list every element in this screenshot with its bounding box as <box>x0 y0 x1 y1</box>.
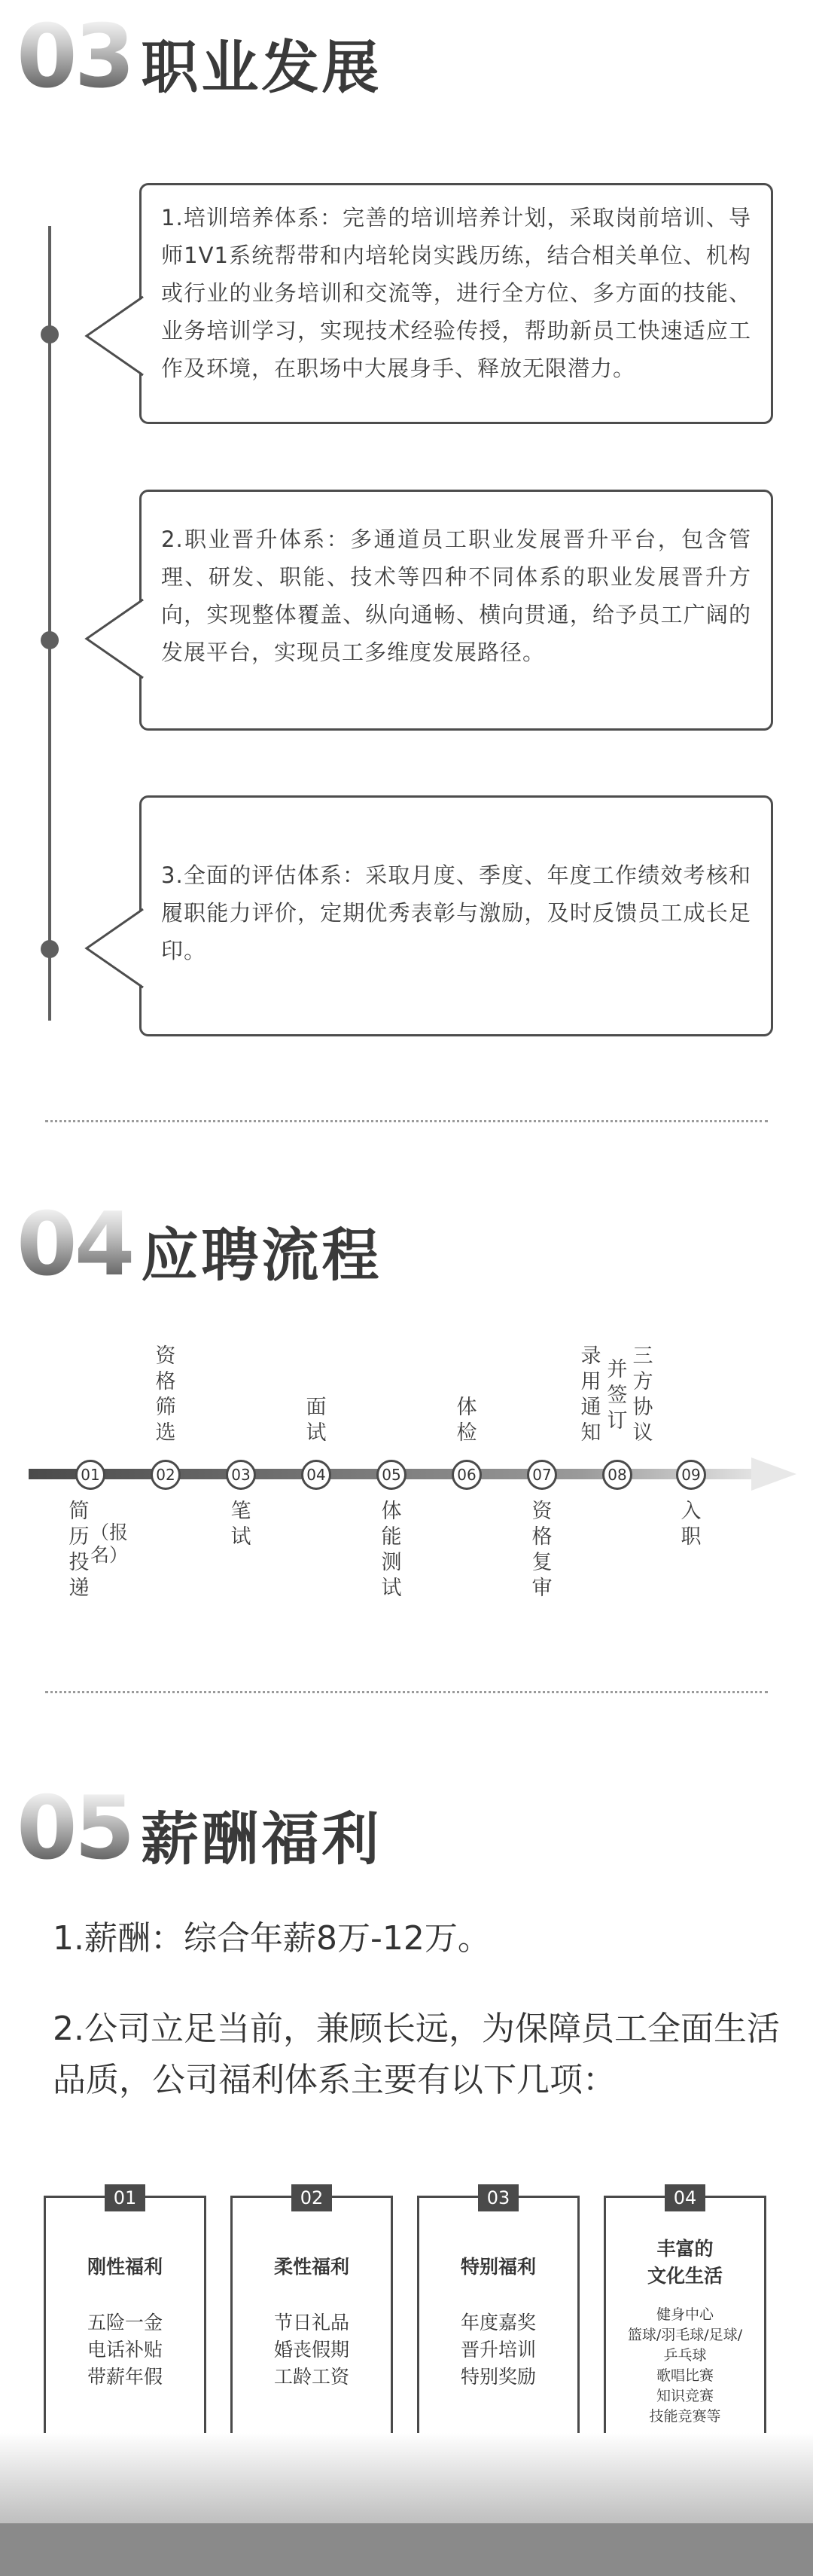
section-05-heading <box>17 1778 382 1879</box>
card-item: 年度嘉奖 <box>460 2312 536 2333</box>
salary-text: 1.薪酬：综合年薪8万-12万。 <box>53 1919 491 1958</box>
step-node: 04 <box>301 1460 331 1490</box>
card-item: 节日礼品 <box>273 2312 349 2333</box>
section-divider <box>45 1120 768 1122</box>
section-number: 03 <box>17 6 132 108</box>
step-node: 03 <box>226 1460 256 1490</box>
step-node: 02 <box>151 1460 181 1490</box>
card-number: 02 <box>291 2184 332 2211</box>
card-item: 晋升培训 <box>460 2339 536 2361</box>
callout-pointer <box>84 597 145 680</box>
timeline-dot <box>41 940 59 958</box>
card-item: 乒乓球 <box>663 2347 707 2364</box>
career-item-promotion <box>139 490 773 731</box>
step-node: 01 <box>75 1460 105 1490</box>
step-label: 录用通知 <box>580 1344 601 1445</box>
timeline-line <box>48 226 51 1021</box>
card-item: 婚丧假期 <box>273 2339 349 2361</box>
step-label: 资格复审 <box>531 1500 553 1600</box>
card-title <box>606 2236 764 2290</box>
card-items <box>46 2309 204 2391</box>
step-label: 资格筛选 <box>155 1344 176 1445</box>
step-label: 体检 <box>456 1396 477 1445</box>
section-03-heading <box>17 6 382 108</box>
step-node: 05 <box>376 1460 406 1490</box>
card-number: 03 <box>478 2184 519 2211</box>
card-title: 柔性福利 <box>273 2256 349 2278</box>
step-label: 简历投递 <box>69 1500 90 1600</box>
step-node: 09 <box>676 1460 706 1490</box>
card-item: 工龄工资 <box>273 2366 349 2388</box>
benefit-card <box>44 2187 206 2444</box>
career-item-text: 3.全面的评估体系：采取月度、季度、年度工作绩效考核和履职能力评价，定期优秀表彰与激励，及时反馈员工成长足印。 <box>161 862 751 963</box>
section-title: 职业发展 <box>141 34 382 101</box>
card-item: 篮球/羽毛球/足球/ <box>627 2327 743 2343</box>
benefit-card <box>230 2187 393 2444</box>
benefit-card <box>417 2187 580 2444</box>
section-number: 04 <box>17 1194 132 1296</box>
card-item: 知识竞赛 <box>656 2388 714 2404</box>
step-label: 面试 <box>306 1396 327 1445</box>
card-item: 特别奖励 <box>460 2366 536 2388</box>
card-item: 电话补贴 <box>87 2339 163 2361</box>
card-items <box>233 2309 391 2391</box>
callout-pointer <box>84 907 145 990</box>
timeline-dot <box>41 631 59 649</box>
section-divider <box>45 1691 768 1693</box>
card-title-line: 丰富的 <box>656 2238 714 2260</box>
callout-pointer <box>84 295 145 377</box>
timeline-dot <box>41 325 59 343</box>
step-label: 入职 <box>681 1500 702 1549</box>
section-title: 应聘流程 <box>141 1222 382 1289</box>
card-title-line: 文化生活 <box>647 2265 723 2287</box>
career-item-training <box>139 183 773 424</box>
card-number: 01 <box>105 2184 145 2211</box>
step-node: 06 <box>452 1460 482 1490</box>
section-title: 薪酬福利 <box>141 1805 382 1872</box>
step-node: 07 <box>527 1460 557 1490</box>
step-node: 08 <box>602 1460 632 1490</box>
step-label: 笔试 <box>230 1500 251 1549</box>
card-items <box>606 2305 764 2427</box>
step-label: （报名） <box>90 1521 129 1566</box>
step-label: 并签订 <box>607 1358 628 1433</box>
card-title: 特别福利 <box>460 2256 536 2278</box>
career-item-text: 2.职业晋升体系：多通道员工职业发展晋升平台，包含管理、研发、职能、技术等四种不同体系的职业发展晋升方向，实现整体覆盖、纵向通畅、横向贯通，给予员工广阔的发展平台，实现员工多维度发展路径。 <box>161 526 751 665</box>
footer-gradient <box>0 2433 813 2576</box>
section-04-heading <box>17 1194 382 1296</box>
card-item: 歌唱比赛 <box>656 2367 714 2384</box>
card-item: 五险一金 <box>87 2312 163 2333</box>
benefits-intro-text: 2.公司立足当前，兼顾长远，为保障员工全面生活品质，公司福利体系主要有以下几项： <box>53 2010 780 2099</box>
footer-bar <box>0 2523 813 2576</box>
card-items <box>419 2309 577 2391</box>
card-title: 刚性福利 <box>87 2256 163 2278</box>
career-item-evaluation <box>139 795 773 1036</box>
section-number: 05 <box>17 1778 132 1879</box>
career-item-text: 1.培训培养体系：完善的培训培养计划，采取岗前培训、导师1V1系统帮带和内培轮岗实践历练，结合相关单位、机构或行业的业务培训和交流等，进行全方位、多方面的技能、业务培训学习，实现技术经验传授，帮助新员工快速适应工作及环境，在职场中大展身手、释放无限潜力。 <box>161 205 751 381</box>
card-item: 健身中心 <box>656 2306 714 2323</box>
card-number: 04 <box>665 2184 705 2211</box>
card-item: 技能竞赛等 <box>649 2408 721 2425</box>
card-item: 带薪年假 <box>87 2366 163 2388</box>
step-label: 三方协议 <box>632 1344 653 1445</box>
step-label: 体能测试 <box>381 1500 402 1600</box>
benefit-card <box>604 2187 766 2444</box>
